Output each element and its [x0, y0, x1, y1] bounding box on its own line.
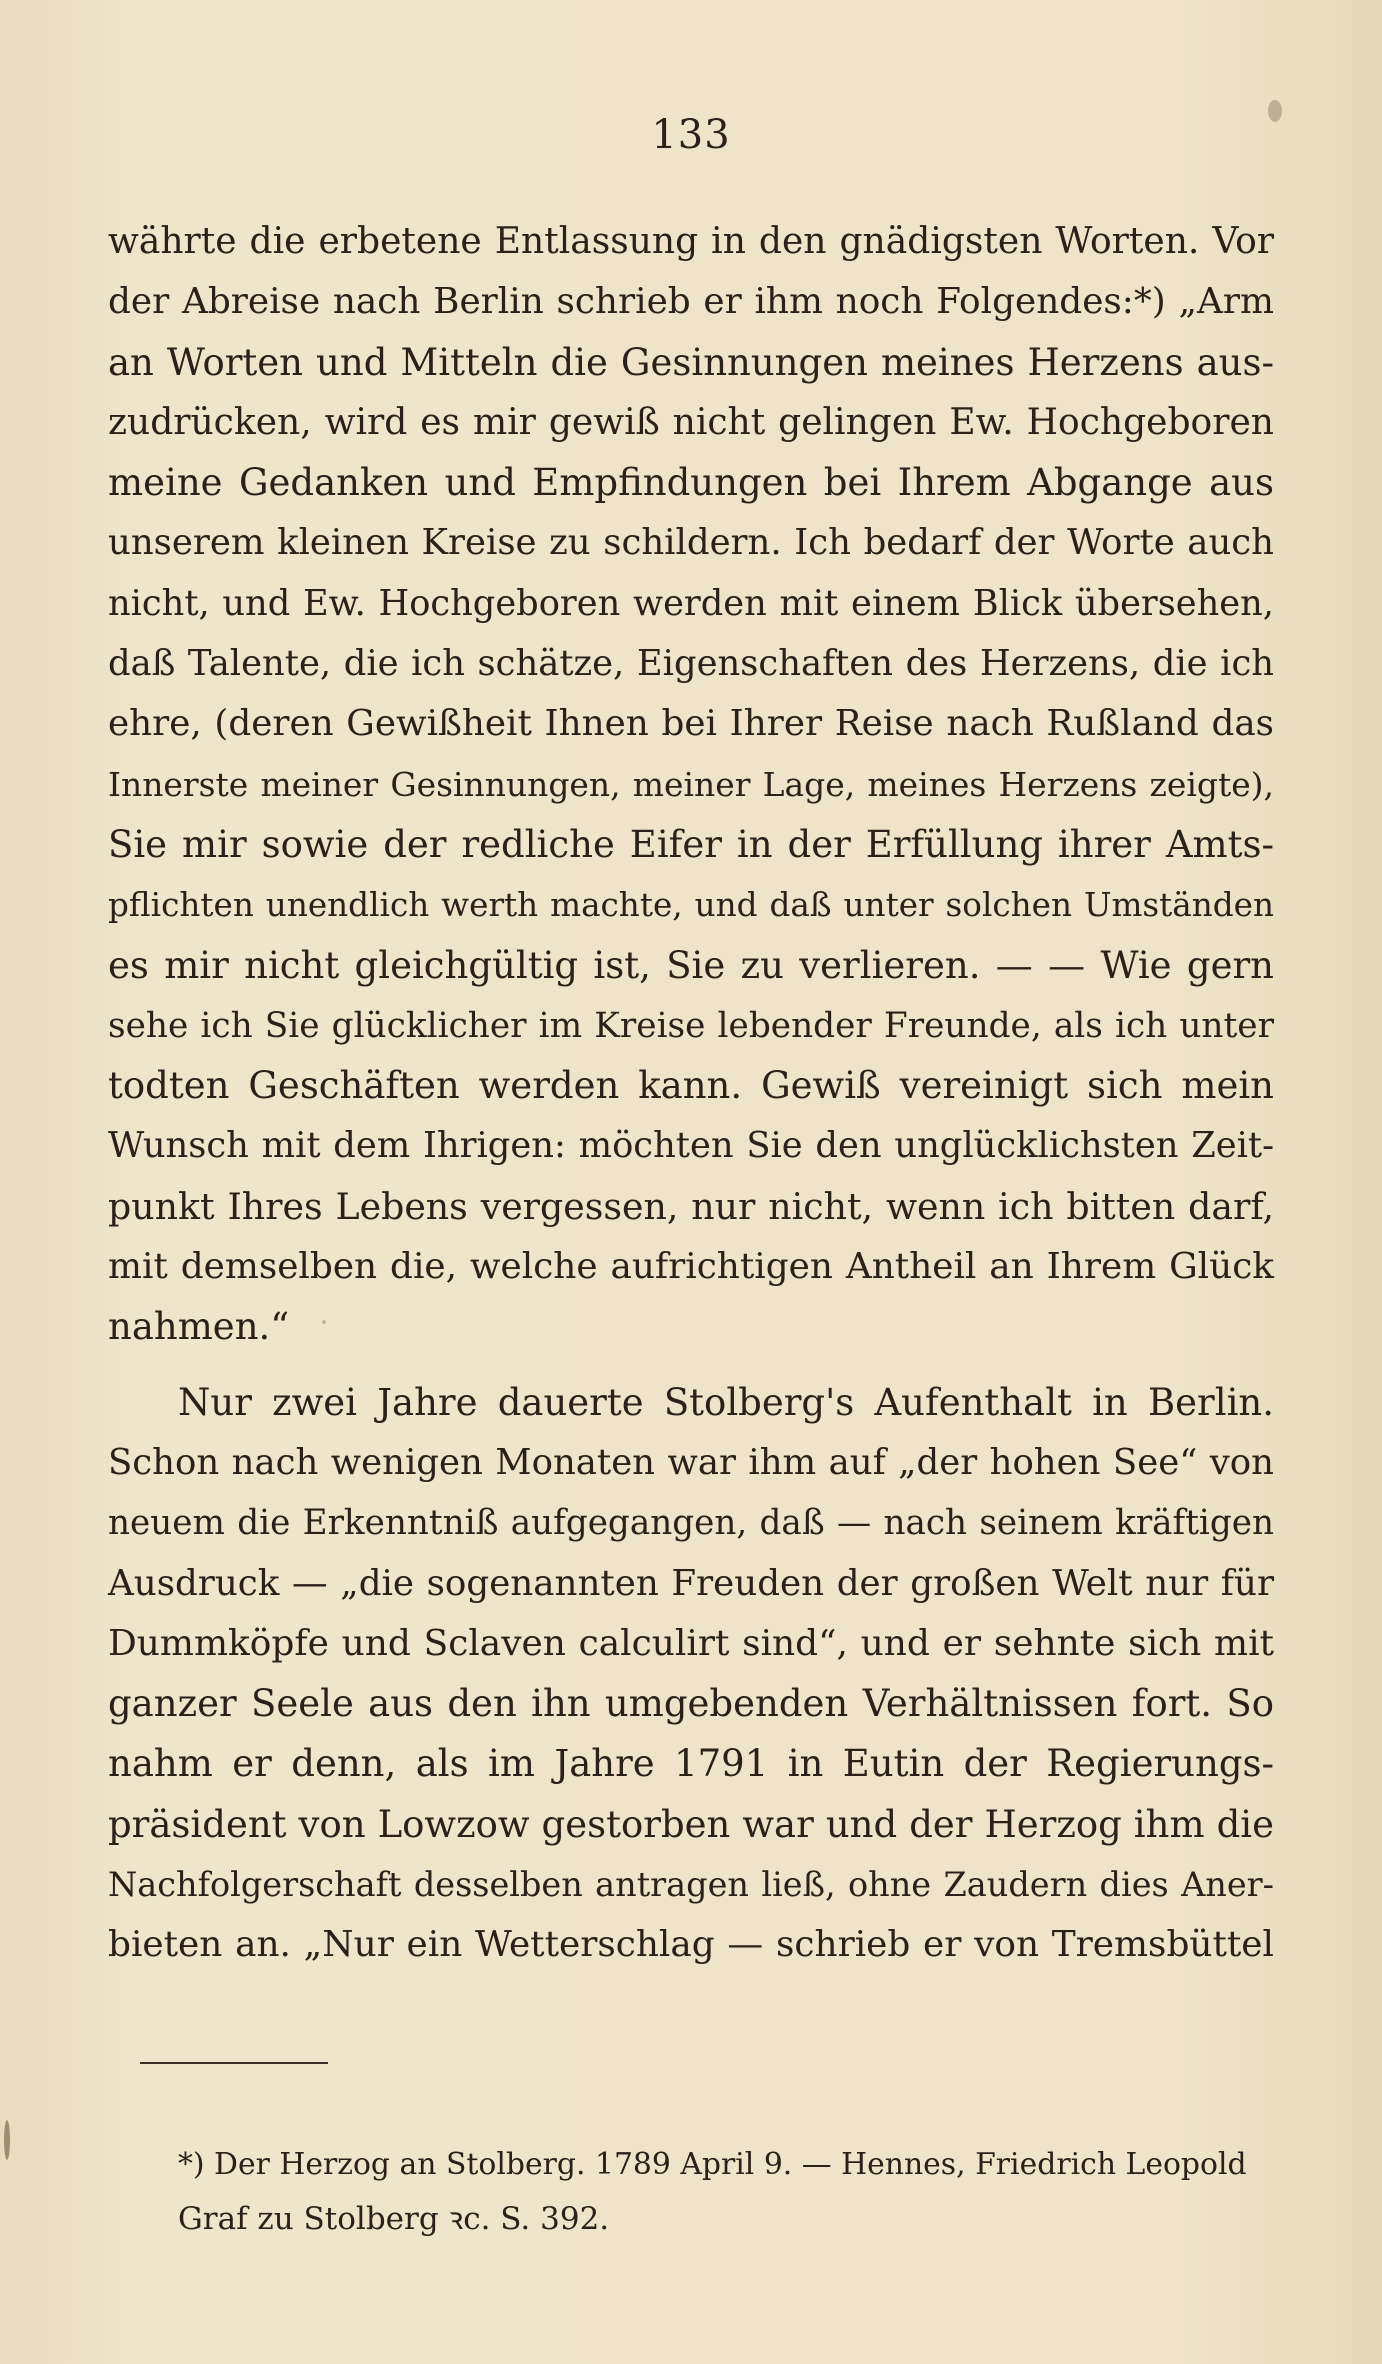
text-line: es mir nicht gleichgültig ist, Sie zu verlieren. — — Wie gern — [108, 943, 1274, 987]
text-line: daß Talente, die ich schätze, Eigenschaften des Herzens, die ich — [108, 643, 1274, 685]
footnote-line: *) Der Herzog an Stolberg. 1789 April 9. — Hennes, Friedrich Leopold — [178, 2147, 1247, 2182]
text-line: sehe ich Sie glücklicher im Kreise lebender Freunde, als ich unter — [108, 1005, 1274, 1046]
text-line: neuem die Erkenntniß aufgegangen, daß — nach seinem kräftigen — [108, 1503, 1274, 1544]
text-line: zudrücken, wird es mir gewiß nicht gelingen Ew. Hochgeboren — [108, 401, 1274, 443]
paragraph-1 — [108, 212, 1274, 1358]
text-line: währte die erbetene Entlassung in den gnädigsten Worten. Vor — [108, 221, 1274, 262]
text-line: Schon nach wenigen Monaten war ihm auf „der hohen See“ von — [108, 1441, 1274, 1483]
text-line: todten Geschäften werden kann. Gewiß vereinigt sich mein — [108, 1064, 1274, 1108]
text-line: nahmen.“ — [108, 1305, 290, 1349]
text-line: Innerste meiner Gesinnungen, meiner Lage, meines Herzens zeigte), — [108, 764, 1274, 804]
body-text — [108, 212, 1274, 1976]
text-line: Wunsch mit dem Ihrigen: möchten Sie den unglücklichsten Zeit- — [108, 1125, 1274, 1167]
footnote-divider — [140, 2062, 328, 2064]
paragraph-2 — [108, 1373, 1274, 1976]
text-line: ehre, (deren Gewißheit Ihnen bei Ihrer Reise nach Rußland das — [108, 703, 1274, 745]
paragraph-gap — [108, 1358, 1274, 1373]
text-line: Ausdruck — „die sogenannten Freuden der großen Welt nur für — [108, 1562, 1274, 1604]
text-line: mit demselben die, welche aufrichtigen Antheil an Ihrem Glück — [108, 1246, 1274, 1288]
footnote — [178, 2138, 1258, 2246]
text-line: Nur zwei Jahre dauerte Stolberg's Aufenthalt in Berlin. — [178, 1380, 1274, 1424]
text-line: der Abreise nach Berlin schrieb er ihm noch Folgendes:*) „Arm — [108, 281, 1274, 323]
footnote-line: Graf zu Stolberg ꝛc. S. 392. — [178, 2201, 610, 2237]
text-line: nahm er denn, als im Jahre 1791 in Eutin der Regierungs- — [108, 1742, 1274, 1786]
page-number: 133 — [651, 112, 731, 158]
text-line: meine Gedanken und Empfindungen bei Ihrem Abgange aus — [108, 461, 1274, 505]
paper-speck — [322, 1320, 326, 1324]
text-line: ganzer Seele aus den ihn umgebenden Verhältnissen fort. So — [108, 1682, 1274, 1726]
paper-speck — [1268, 100, 1282, 122]
text-line: punkt Ihres Lebens vergessen, nur nicht, wenn ich bitten darf, — [108, 1184, 1274, 1228]
text-line: nicht, und Ew. Hochgeboren werden mit einem Blick übersehen, — [108, 582, 1274, 624]
text-line: präsident von Lowzow gestorben war und der Herzog ihm die — [108, 1802, 1274, 1846]
text-line: an Worten und Mitteln die Gesinnungen meines Herzens aus- — [108, 340, 1274, 384]
text-line: Dummköpfe und Sclaven calculirt sind“, und er sehnte sich mit — [108, 1622, 1274, 1664]
text-line: pflichten unendlich werth machte, und daß unter solchen Umständen — [108, 886, 1274, 925]
text-line: unserem kleinen Kreise zu schildern. Ich bedarf der Worte auch — [108, 522, 1274, 564]
paper-speck — [4, 2120, 10, 2160]
text-line: Nachfolgerschaft desselben antragen ließ, ohne Zaudern dies Aner- — [108, 1865, 1274, 1905]
text-line: bieten an. „Nur ein Wetterschlag — schrieb er von Tremsbüttel — [108, 1924, 1274, 1966]
text-line: Sie mir sowie der redliche Eifer in der Erfüllung ihrer Amts- — [108, 822, 1274, 866]
